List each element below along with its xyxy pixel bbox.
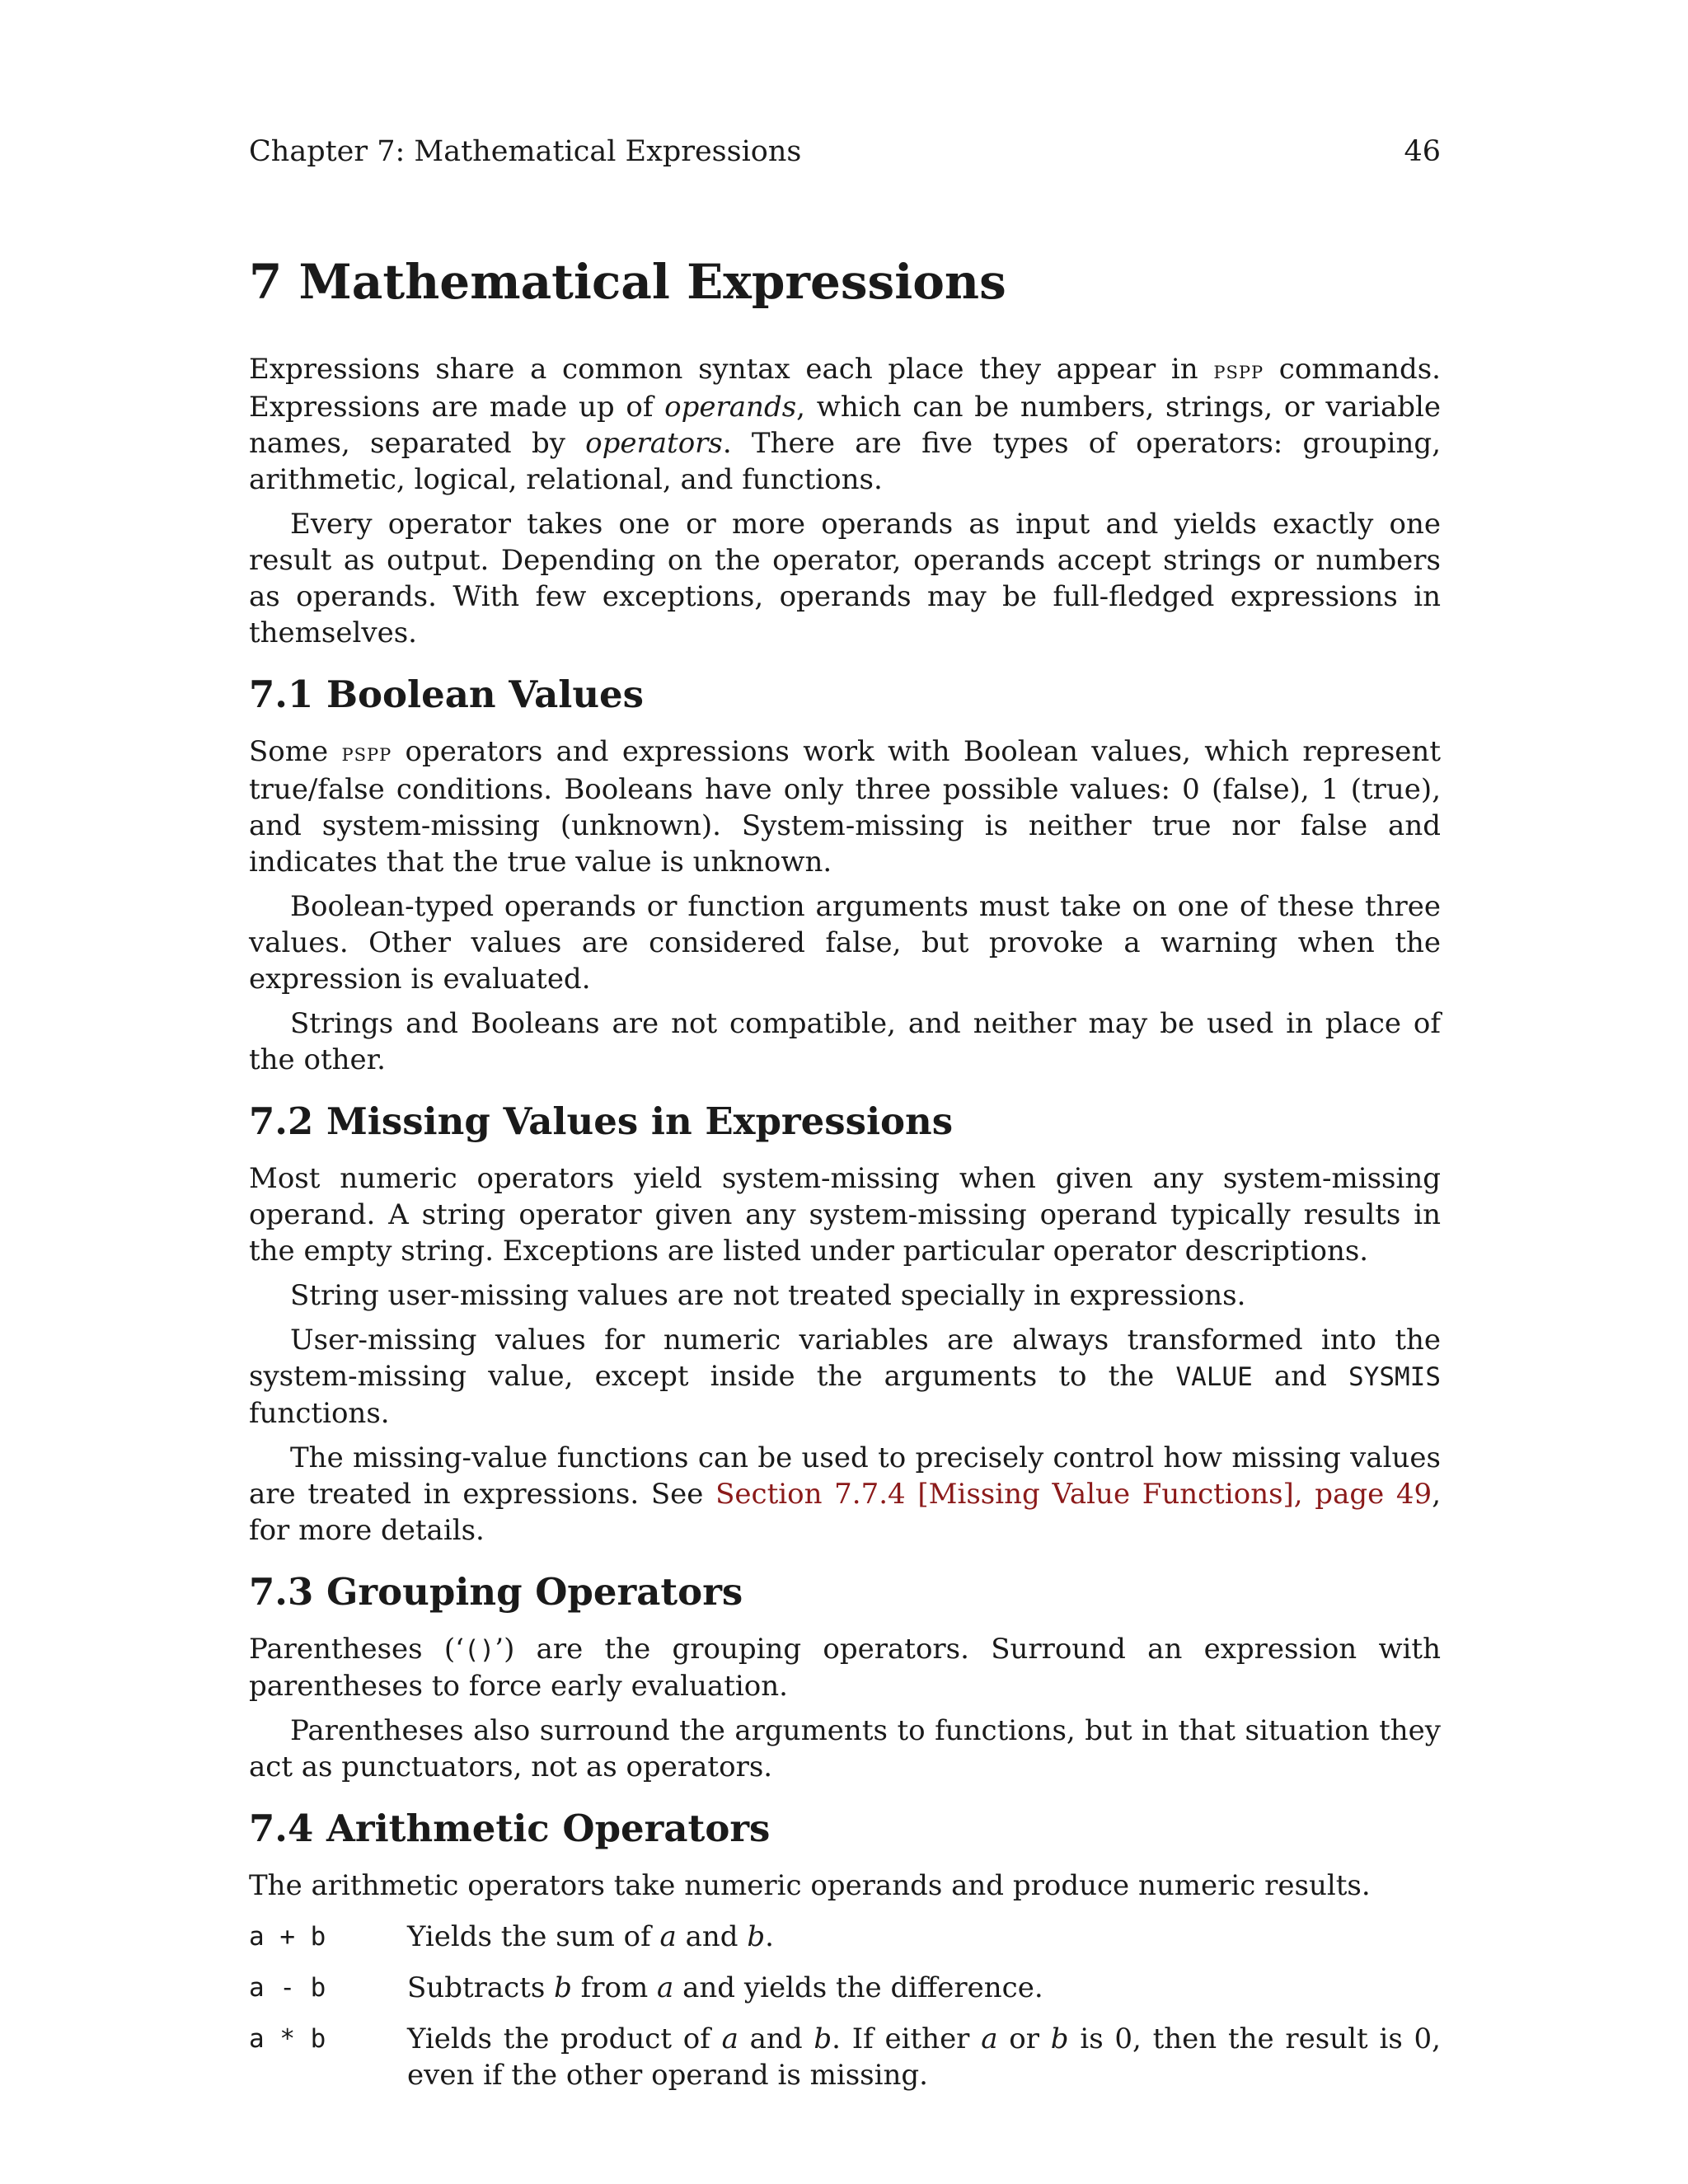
- text-run: and: [1252, 1360, 1348, 1393]
- operator-definition-list: [249, 1919, 1441, 2093]
- code-sysmis: SYSMIS: [1348, 1362, 1441, 1392]
- grouping-paragraph-1: [249, 1631, 1441, 1704]
- text-run: ’) are the grouping operators. Surround an expression with parentheses to force early evaluation.: [249, 1633, 1441, 1703]
- boolean-paragraph-1: [249, 733, 1441, 880]
- term-operands: operands: [664, 391, 797, 424]
- text-run: Yields the sum of: [407, 1920, 660, 1953]
- text-run: functions.: [249, 1397, 390, 1430]
- variable: a: [721, 2022, 738, 2055]
- boolean-paragraph-3: Strings and Booleans are not compatible, and neither may be used in place of the other.: [249, 1007, 1441, 1076]
- section-heading-7-1: 7.1 Boolean Values: [249, 673, 645, 716]
- intro-paragraph-1: [249, 351, 1441, 498]
- code-parentheses: (): [463, 1635, 495, 1665]
- operator-term: a + b: [249, 1922, 326, 1952]
- variable: b: [814, 2022, 832, 2055]
- text-run: is 0, then the result is 0, even if the other operand is missing.: [407, 2022, 1441, 2092]
- pspp-name: pspp: [341, 738, 392, 767]
- section-heading-7-4: 7.4 Arithmetic Operators: [249, 1807, 771, 1850]
- grouping-paragraph-2: Parentheses also surround the arguments to functions, but in that situation they act as punctuators, not as operators.: [249, 1714, 1441, 1783]
- definition-row: [249, 2021, 1441, 2093]
- page-content: [249, 249, 1441, 2108]
- variable: b: [747, 1920, 766, 1953]
- boolean-paragraph-2: Boolean-typed operands or function arguments must take on one of these three values. Other values are considered false, but provoke a warning when the expression is evaluated.: [249, 890, 1441, 996]
- missing-paragraph-1: Most numeric operators yield system-missing when given any system-missing operand. A string operator given any system-missing operand typically results in the empty string. Exceptions are listed under particular operator descriptions.: [249, 1162, 1441, 1268]
- text-run: , which can be numbers, strings, or variable names, separated by: [249, 391, 1441, 460]
- cross-reference-link[interactable]: Section 7.7.4 [Missing Value Functions], page 49: [715, 1478, 1432, 1511]
- variable: a: [659, 1920, 677, 1953]
- text-run: Parentheses (‘: [249, 1633, 464, 1666]
- text-run: Expressions share a common syntax each place they appear in: [249, 353, 1214, 386]
- text-run: Subtracts: [407, 1971, 555, 2004]
- text-run: or: [997, 2022, 1051, 2055]
- operator-description: [407, 1919, 1441, 1955]
- chapter-header-title: Chapter 7: Mathematical Expressions: [249, 135, 802, 168]
- text-run: and yields the difference.: [673, 1971, 1043, 2004]
- text-run: . If either: [832, 2022, 982, 2055]
- missing-paragraph-3: [249, 1322, 1441, 1432]
- text-run: , for more details.: [249, 1478, 1441, 1547]
- missing-paragraph-4: [249, 1440, 1441, 1549]
- text-run: .: [765, 1920, 774, 1953]
- section-heading-7-2: 7.2 Missing Values in Expressions: [249, 1099, 954, 1143]
- missing-paragraph-2: String user-missing values are not treated specially in expressions.: [290, 1279, 1246, 1312]
- text-run: The missing-value functions can be used to precisely control how missing values are treated in expressions. See: [249, 1441, 1441, 1511]
- text-run: operators and expressions work with Boolean values, which represent true/false conditions. Booleans have only three possible values: 0 (false), 1 (true), and system-missing (unknown). System-missing is neither true nor false and indicates that the true value is unknown.: [249, 735, 1441, 879]
- variable: b: [554, 1971, 572, 2004]
- operator-description: [407, 2021, 1441, 2093]
- arithmetic-paragraph-1: The arithmetic operators take numeric operands and produce numeric results.: [249, 1869, 1371, 1902]
- page-number: 46: [1404, 135, 1441, 168]
- operator-description: [407, 1970, 1441, 2006]
- text-run: and: [738, 2022, 814, 2055]
- chapter-title: 7 Mathematical Expressions: [249, 254, 1006, 310]
- intro-paragraph-2: Every operator takes one or more operands as input and yields exactly one result as output. Depending on the operator, operands accept strings or numbers as operands. With few exceptions, operands may be full-fledged expressions in themselves.: [249, 508, 1441, 649]
- term-operators: operators: [585, 427, 723, 460]
- text-run: Yields the product of: [407, 2022, 722, 2055]
- text-run: . There are five types of operators: grouping, arithmetic, logical, relational, and functions.: [249, 427, 1441, 496]
- definition-row: [249, 1970, 1441, 2006]
- text-run: Some: [249, 735, 342, 768]
- variable: b: [1050, 2022, 1069, 2055]
- section-heading-7-3: 7.3 Grouping Operators: [249, 1570, 743, 1614]
- variable: a: [657, 1971, 674, 2004]
- variable: a: [981, 2022, 998, 2055]
- text-run: from: [571, 1971, 658, 2004]
- code-value: VALUE: [1175, 1362, 1253, 1392]
- operator-term: a * b: [249, 2024, 326, 2054]
- text-run: and: [676, 1920, 748, 1953]
- operator-term: a - b: [249, 1973, 326, 2003]
- running-header: [249, 132, 1441, 171]
- text-run: User-missing values for numeric variables are always transformed into the system-missing value, except inside the arguments to the: [249, 1324, 1441, 1393]
- pspp-name: pspp: [1213, 356, 1264, 385]
- text-run: commands. Expressions are made up of: [249, 353, 1441, 424]
- definition-row: [249, 1919, 1441, 1955]
